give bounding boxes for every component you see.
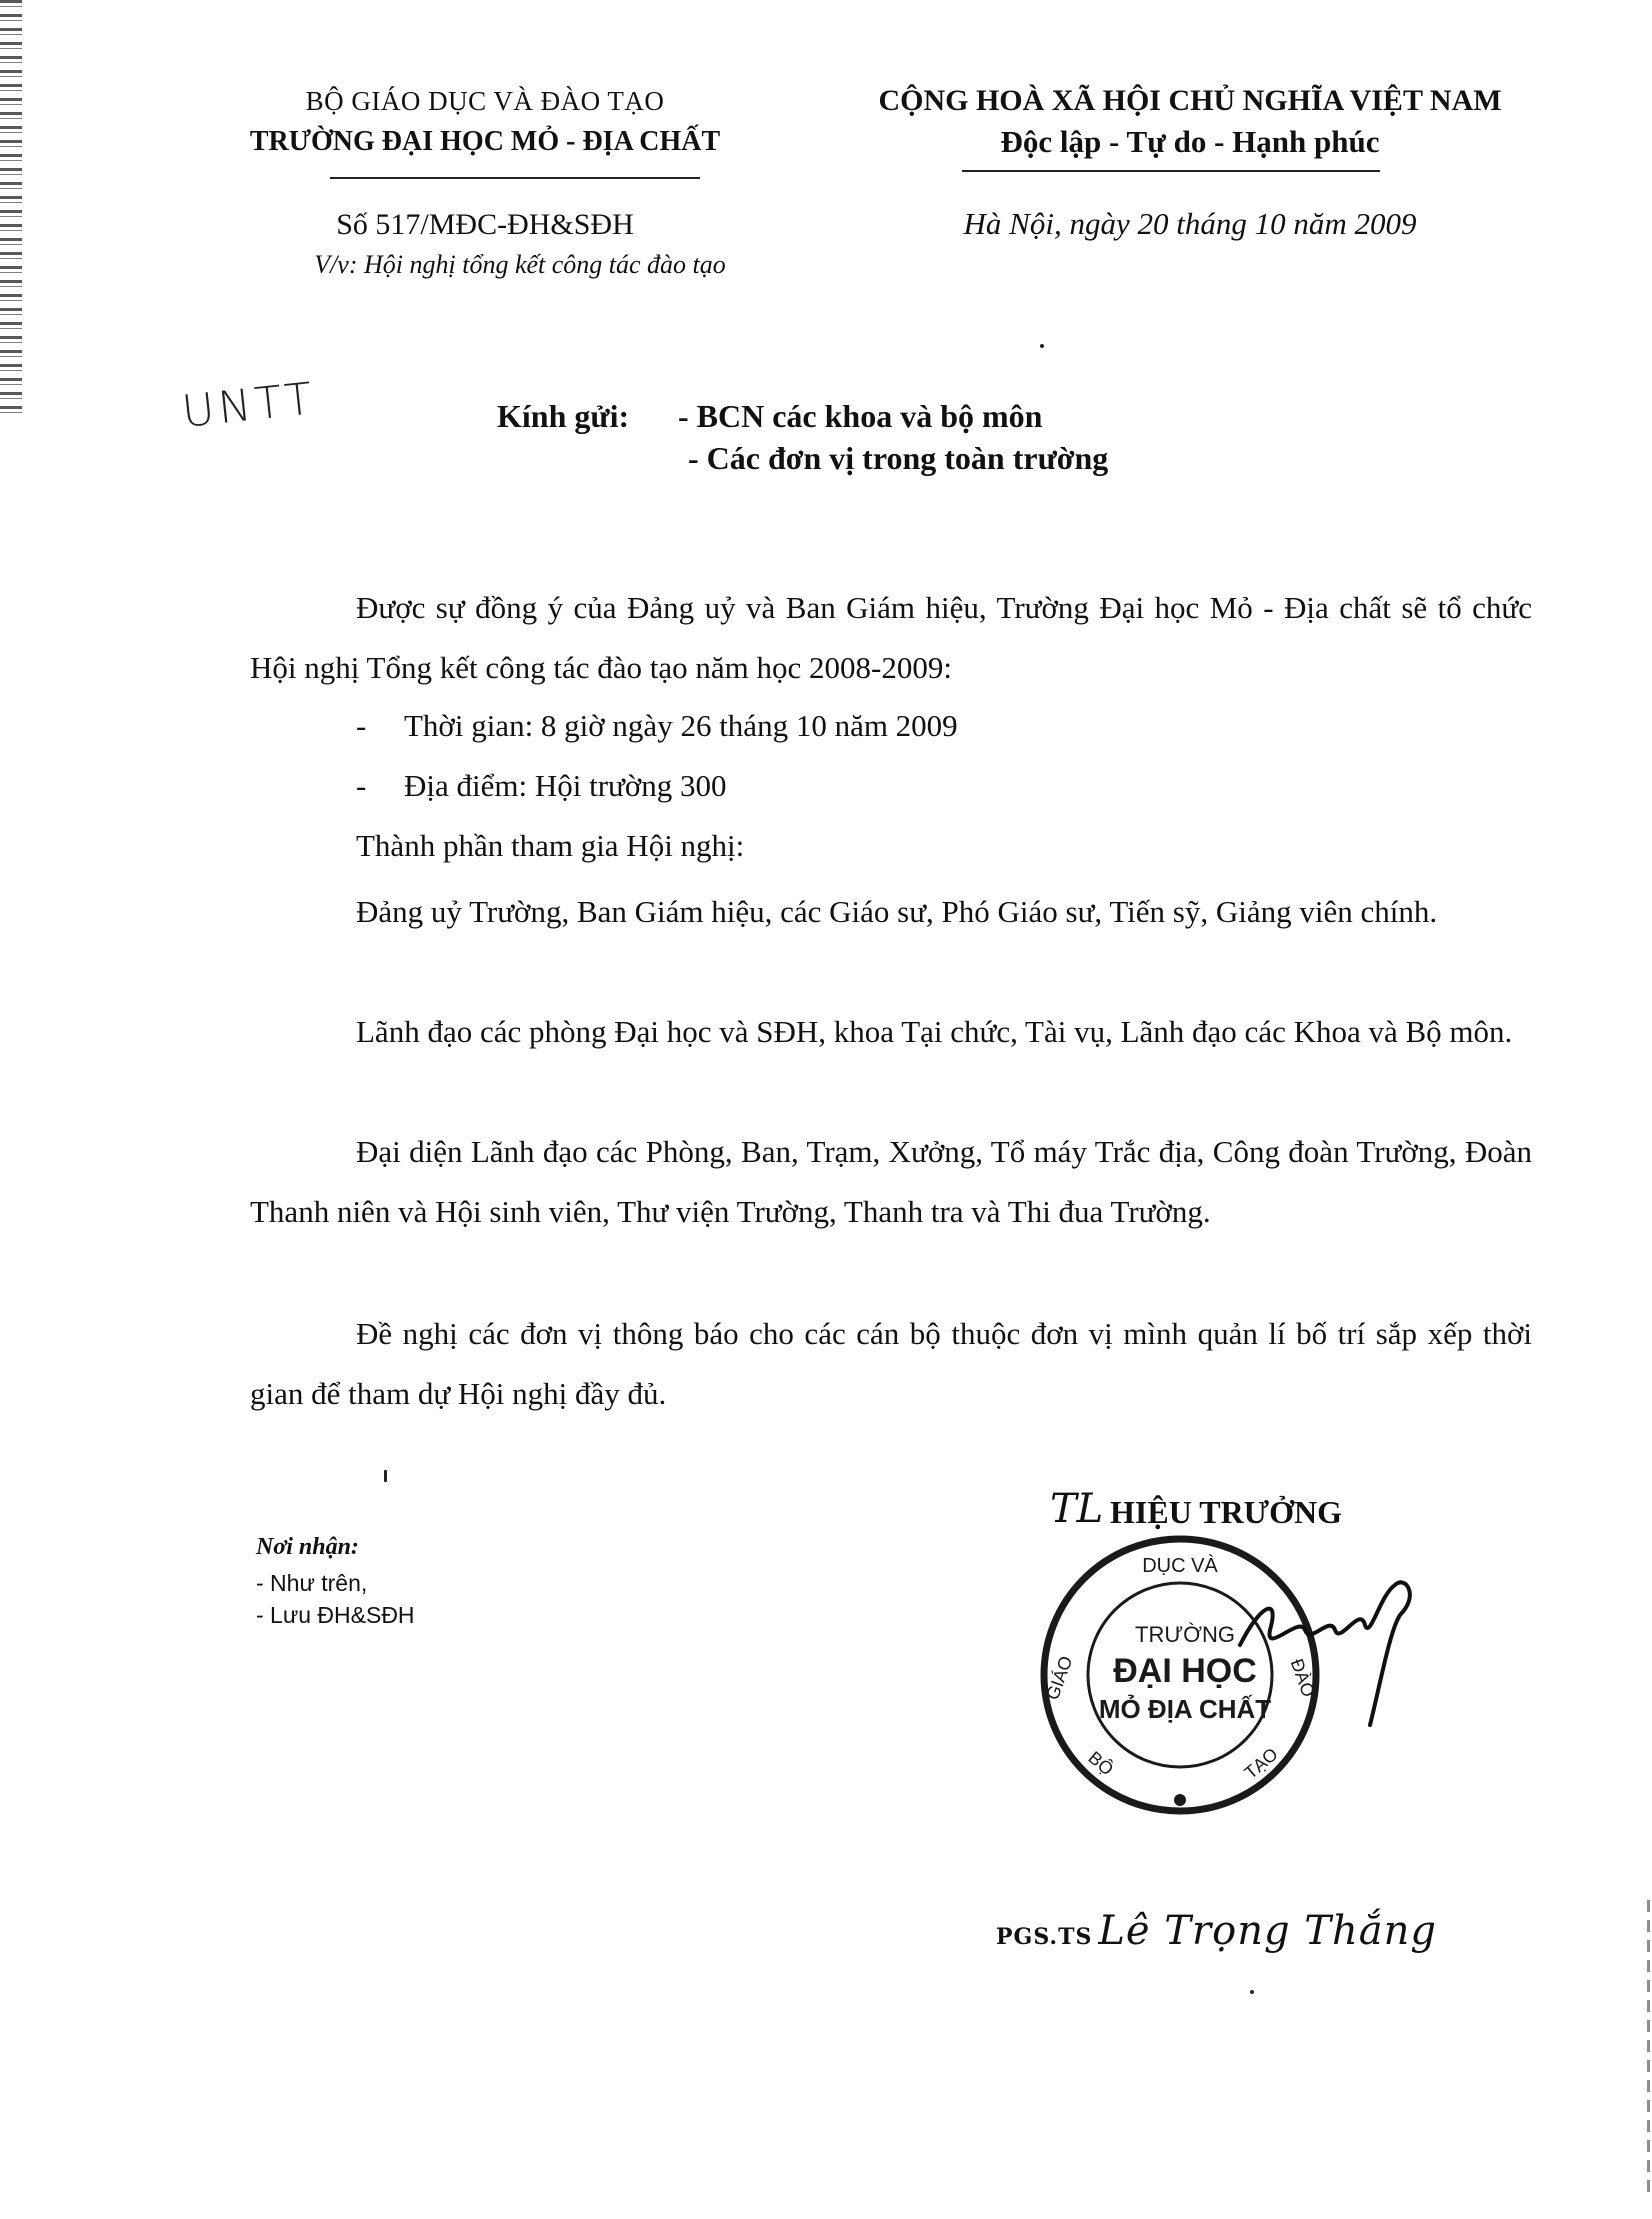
participants-heading: Thành phần tham gia Hội nghị: [356,828,745,863]
seal-star [1174,1794,1186,1806]
participants-paragraph-1 [250,882,1532,942]
handwritten-signature [1230,1535,1430,1735]
recipient-item: - Các đơn vị trong toàn trường [688,440,1109,476]
participants-paragraph-3 [250,1122,1532,1242]
seal-text-line3: MỎ ĐỊA CHẤT [1098,1694,1272,1724]
header-right-underline [962,170,1380,172]
bullet-dash: - [356,768,367,803]
signer-name-block [996,1908,1437,1954]
participants-text: Lãnh đạo các phòng Đại học và SĐH, khoa Tại chức, Tài vụ, Lãnh đạo các Khoa và Bộ môn. [356,1014,1513,1049]
signer-title: HIỆU TRƯỞNG [1110,1494,1343,1530]
scan-speck [1040,344,1044,348]
signature-initial: TL [1050,1486,1104,1532]
seal-text-line2: ĐẠI HỌC [1113,1652,1257,1690]
participants-text: Đảng uỷ Trường, Ban Giám hiệu, các Giáo sư, Phó Giáo sư, Tiến sỹ, Giảng viên chính. [356,894,1438,929]
document-number: Số 517/MĐC-ĐH&SĐH [336,208,634,241]
scan-speck [384,1470,387,1482]
receiver-item: - Lưu ĐH&SĐH [256,1602,415,1628]
seal-text-left: GIÁO [1042,1653,1077,1703]
school-name: TRƯỜNG ĐẠI HỌC MỎ - ĐỊA CHẤT [249,126,721,157]
intro-text: Được sự đồng ý của Đảng uỷ và Ban Giám hiệu, Trường Đại học Mỏ - Địa chất sẽ tổ chức Hội nghị Tổng kết công tác đào tạo năm học 2008-2009: [250,590,1532,685]
seal-text-line1: TRƯỜNG [1135,1622,1235,1647]
republic-name: CỘNG HOÀ XÃ HỘI CHỦ NGHĨA VIỆT NAM [878,84,1502,117]
bullet-location [356,768,727,804]
ministry-name: BỘ GIÁO DỤC VÀ ĐÀO TẠO [305,86,665,116]
recipient-item: - BCN các khoa và bộ môn [678,398,1043,434]
intro-paragraph [250,578,1532,698]
participants-paragraph-2 [250,1002,1532,1062]
seal-text-top: DỤC VÀ [1142,1555,1218,1577]
signer-name: Lê Trọng Thắng [1098,1908,1437,1954]
signer-degree: PGS.TS [996,1924,1093,1950]
closing-paragraph [250,1304,1532,1424]
receivers-label: Nơi nhận: [256,1534,359,1560]
scan-edge-noise [0,0,22,420]
closing-text: Đề nghị các đơn vị thông báo cho các cán bộ thuộc đơn vị mình quản lí bố trí sắp xếp thời gian để tham dự Hội nghị đầy đủ. [250,1316,1532,1411]
national-motto: Độc lập - Tự do - Hạnh phúc [1000,124,1380,159]
seal-text-bottom-right: TẠO [1240,1743,1282,1783]
recipients-label: Kính gửi: [497,398,630,434]
seal-text-right: ĐÀO [1286,1656,1319,1700]
place-and-date: Hà Nội, ngày 20 tháng 10 năm 2009 [963,206,1417,241]
scan-speck [1250,1990,1254,1994]
bullet-text: Địa điểm: Hội trường 300 [404,768,727,803]
document-subject: V/v: Hội nghị tổng kết công tác đào tạo [314,250,726,279]
bullet-text: Thời gian: 8 giờ ngày 26 tháng 10 năm 2009 [404,708,958,743]
header-left-underline [330,177,700,179]
participants-text: Đại diện Lãnh đạo các Phòng, Ban, Trạm, Xưởng, Tổ máy Trắc địa, Công đoàn Trường, Đoàn Thanh niên và Hội sinh viên, Thư viện Trường, Thanh tra và Thi đua Trường. [250,1134,1532,1229]
scan-edge-noise-right [1647,1900,1650,2200]
handwritten-note: UNTT [179,373,319,438]
bullet-time [356,708,958,744]
receiver-item: - Như trên, [256,1570,368,1596]
seal-text-bottom-left: BỘ [1084,1747,1118,1780]
bullet-dash: - [356,708,367,743]
